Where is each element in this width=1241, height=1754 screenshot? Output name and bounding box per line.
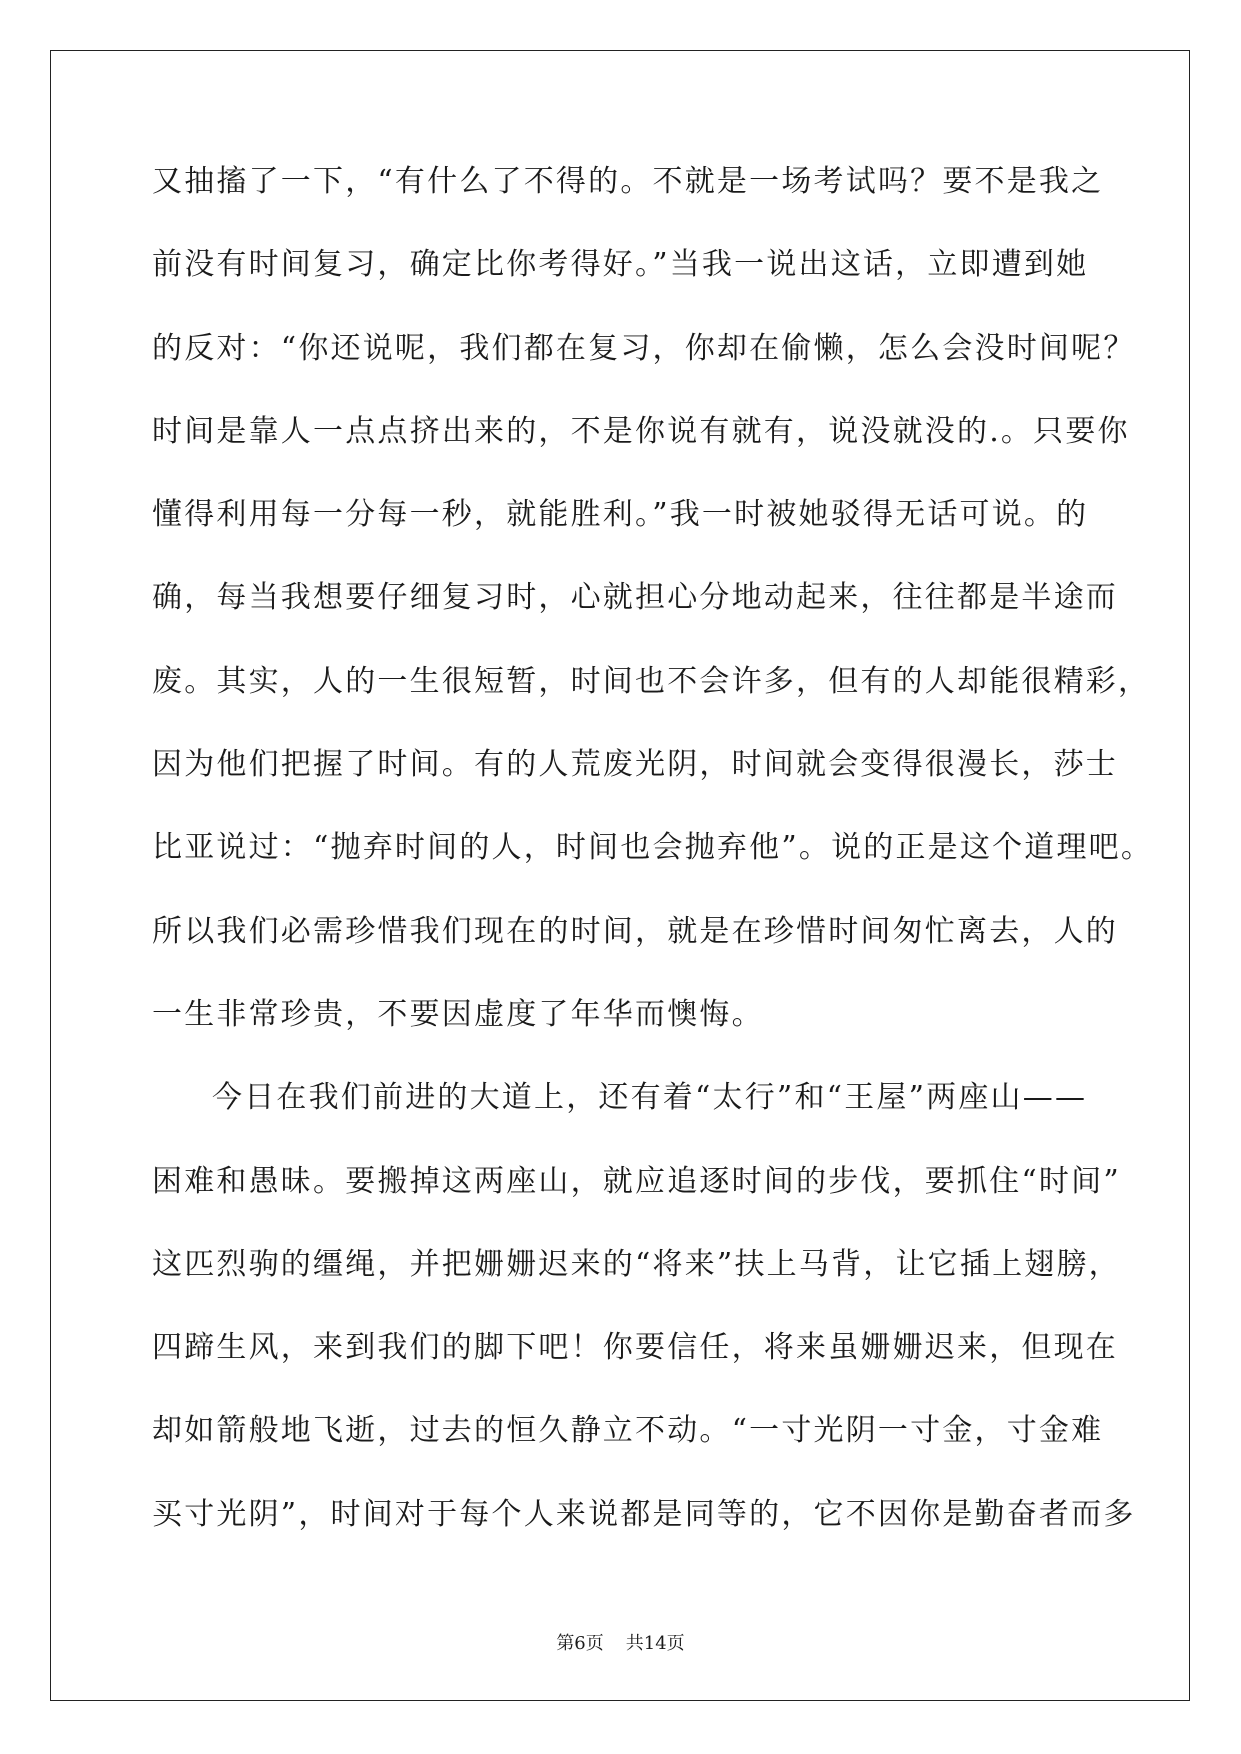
paragraph-start-line: 今日在我们前进的大道上，还有着“太行”和“王屋”两座山—— (212, 1080, 1088, 1116)
text-line: 却如箭般地飞逝，过去的恒久静立不动。“一寸光阴一寸金，寸金难 (152, 1413, 1104, 1449)
document-body (152, 163, 1154, 1579)
text-line: 懂得利用每一分每一秒，就能胜利。”我一时被她驳得无话可说。的 (152, 497, 1089, 533)
text-line: 因为他们把握了时间。有的人荒废光阴，时间就会变得很漫长，莎士 (152, 747, 1118, 783)
text-line: 确，每当我想要仔细复习时，心就担心分地动起来，往往都是半途而 (152, 580, 1118, 616)
text-line: 一生非常珍贵，不要因虚度了年华而懊悔。 (152, 996, 764, 1032)
text-line: 所以我们必需珍惜我们现在的时间，就是在珍惜时间匆忙离去，人的 (152, 913, 1118, 949)
text-line: 的反对：“你还说呢，我们都在复习，你却在偷懒，怎么会没时间呢？ (152, 330, 1136, 366)
page-footer (0, 1629, 1241, 1655)
text-line: 又抽搐了一下，“有什么了不得的。不就是一场考试吗？要不是我之 (152, 164, 1104, 199)
text-line: 前没有时间复习，确定比你考得好。”当我一说出这话，立即遭到她 (152, 247, 1089, 283)
text-line: 困难和愚昧。要搬掉这两座山，就应追逐时间的步伐，要抓住“时间” (152, 1163, 1121, 1199)
page-total: 共14页 (625, 1633, 685, 1654)
text-line: 废。其实，人的一生很短暂，时间也不会许多，但有的人却能很精彩， (152, 663, 1151, 699)
text-line: 这匹烈驹的缰绳，并把姗姗迟来的“将来”扶上马背，让它插上翅膀， (152, 1246, 1121, 1282)
page-number: 第6页 (556, 1633, 604, 1654)
text-line: 四蹄生风，来到我们的脚下吧！你要信任，将来虽姗姗迟来，但现在 (152, 1330, 1118, 1366)
text-line: 买寸光阴”，时间对于每个人来说都是同等的，它不因你是勤奋者而多 (152, 1496, 1136, 1532)
text-line: 时间是靠人一点点挤出来的，不是你说有就有，说没就没的.。只要你 (152, 413, 1130, 449)
text-line: 比亚说过：“抛弃时间的人，时间也会抛弃他”。说的正是这个道理吧。 (152, 830, 1154, 866)
